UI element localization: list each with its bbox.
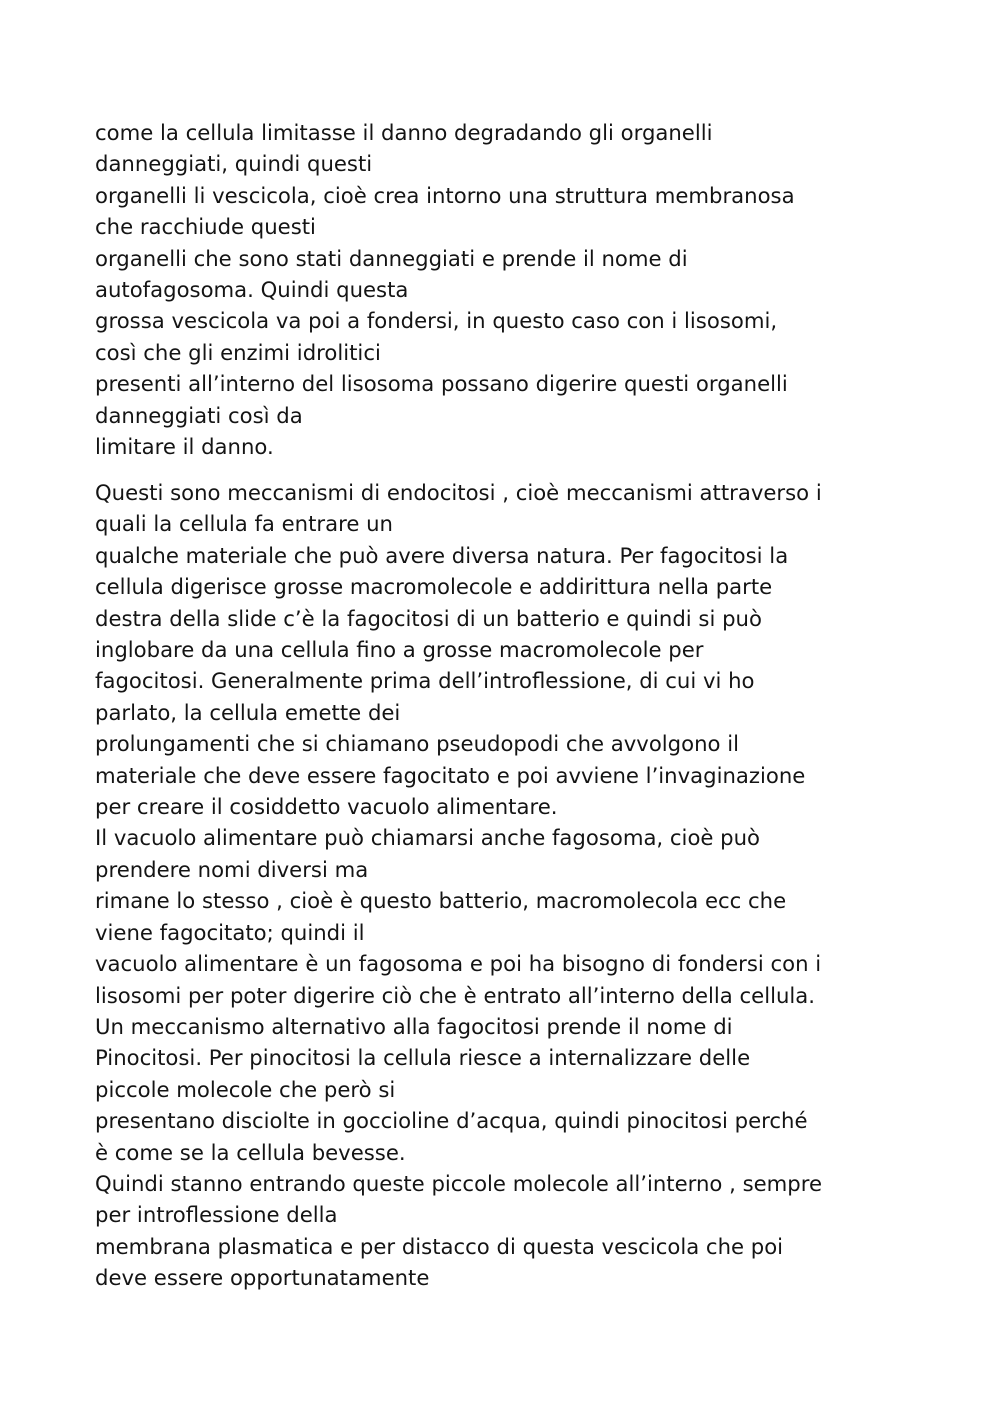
text-line: lisosomi per poter digerire ciò che è entrato all’interno della cellula. xyxy=(95,982,816,1008)
text-line: organelli che sono stati danneggiati e prende il nome di xyxy=(95,245,688,271)
text-line: danneggiati, quindi questi xyxy=(95,151,373,177)
text-line: prendere nomi diversi ma xyxy=(95,856,369,882)
text-line: vacuolo alimentare è un fagosoma e poi ha bisogno di fondersi con i xyxy=(95,951,822,977)
text-line: parlato, la cellula emette dei xyxy=(95,699,401,725)
text-line: Questi sono meccanismi di endocitosi , cioè meccanismi attraverso i xyxy=(95,480,822,505)
text-line: presentano disciolte in goccioline d’acqua, quindi pinocitosi perché xyxy=(95,1108,808,1134)
text-line: grossa vescicola va poi a fondersi, in questo caso con i lisosomi, xyxy=(95,308,778,334)
text-line: qualche materiale che può avere diversa natura. Per fagocitosi la xyxy=(95,542,789,568)
text-line: membrana plasmatica e per distacco di questa vescicola che poi xyxy=(95,1233,784,1259)
text-line: per introflessione della xyxy=(95,1202,338,1228)
text-line: così che gli enzimi idrolitici xyxy=(95,339,381,365)
text-line: viene fagocitato; quindi il xyxy=(95,919,365,945)
text-line: cellula digerisce grosse macromolecole e addirittura nella parte xyxy=(95,574,773,600)
text-line: limitare il danno. xyxy=(95,434,274,460)
text-line: destra della slide c’è la fagocitosi di un batterio e quindi si può xyxy=(95,605,762,631)
paragraph-autofagosoma xyxy=(95,117,915,462)
text-line: è come se la cellula bevesse. xyxy=(95,1139,406,1165)
text-line: Il vacuolo alimentare può chiamarsi anche fagosoma, cioè può xyxy=(95,825,761,851)
text-line: danneggiati così da xyxy=(95,402,303,428)
text-line: per creare il cosiddetto vacuolo alimentare. xyxy=(95,794,558,820)
text-line: inglobare da una cellula fino a grosse macromolecole per xyxy=(95,637,704,663)
text-line: come la cellula limitasse il danno degradando gli organelli xyxy=(95,120,713,145)
text-line: autofagosoma. Quindi questa xyxy=(95,277,409,303)
paragraph-endocitosi xyxy=(95,477,915,1294)
text-line: fagocitosi. Generalmente prima dell’introflessione, di cui vi ho xyxy=(95,668,755,694)
text-line: Pinocitosi. Per pinocitosi la cellula riesce a internalizzare delle xyxy=(95,1045,751,1071)
text-line: piccole molecole che però si xyxy=(95,1076,396,1102)
text-line: prolungamenti che si chiamano pseudopodi che avvolgono il xyxy=(95,731,739,757)
text-line: che racchiude questi xyxy=(95,214,316,240)
text-line: quali la cellula fa entrare un xyxy=(95,511,393,537)
text-line: deve essere opportunatamente xyxy=(95,1265,430,1291)
text-line: Un meccanismo alternativo alla fagocitosi prende il nome di xyxy=(95,1013,733,1039)
text-line: Quindi stanno entrando queste piccole molecole all’interno , sempre xyxy=(95,1170,823,1196)
text-line: presenti all’interno del lisosoma possano digerire questi organelli xyxy=(95,371,788,397)
text-line: organelli li vescicola, cioè crea intorno una struttura membranosa xyxy=(95,182,795,208)
text-line: rimane lo stesso , cioè è questo batterio, macromolecola ecc che xyxy=(95,888,787,914)
text-line: materiale che deve essere fagocitato e poi avviene l’invaginazione xyxy=(95,762,806,788)
